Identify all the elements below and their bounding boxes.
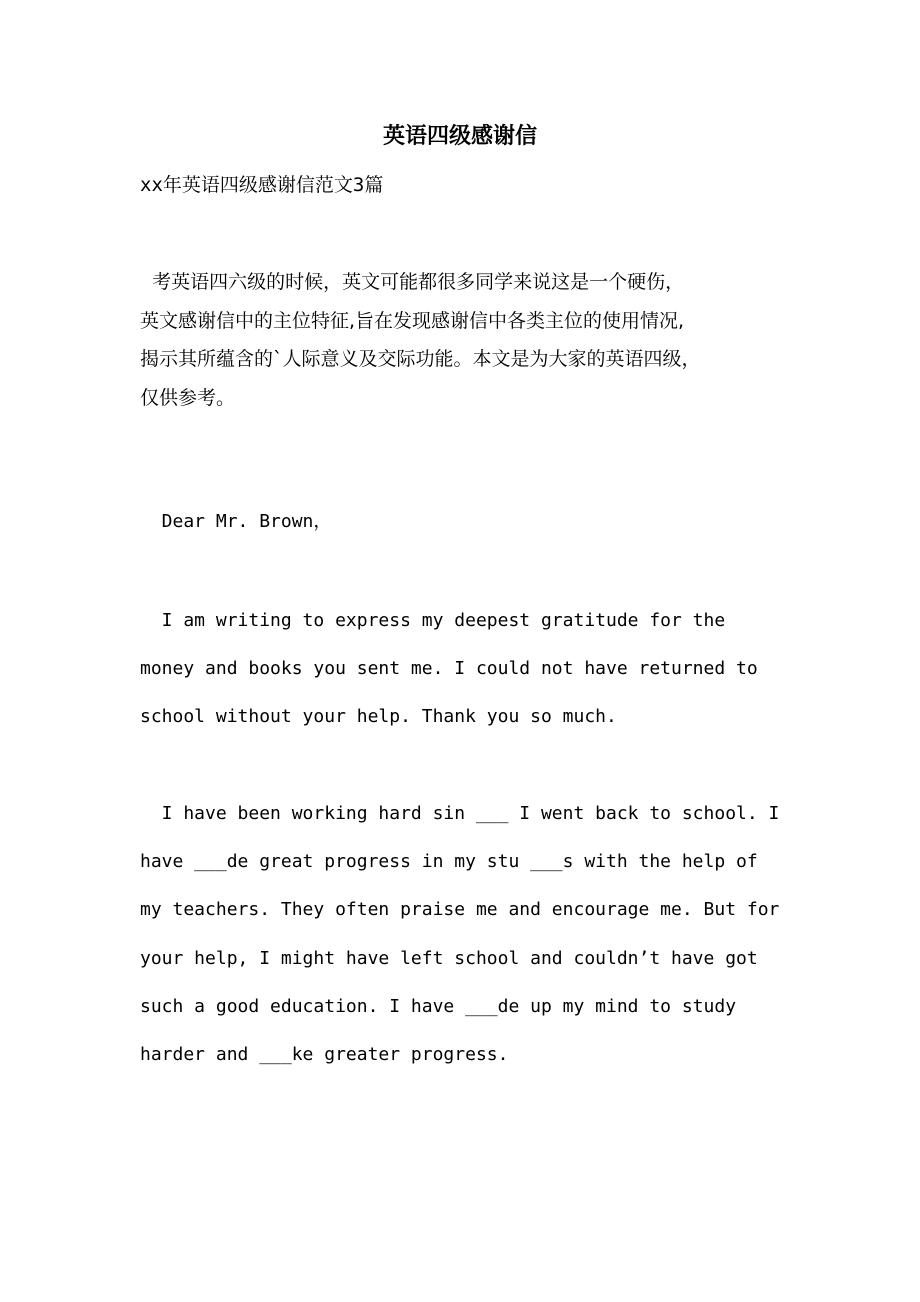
- paragraph-line: I have been working hard sin ___ I went back to school. I: [140, 803, 780, 824]
- intro-line: 揭示其所蕴含的`人际意义及交际功能。本文是为大家的英语四级，: [140, 348, 701, 370]
- paragraph-line: have ___de great progress in my stu ___s with the help of: [140, 851, 758, 873]
- document-title: 英语四级感谢信: [382, 123, 537, 149]
- paragraph-line: I am writing to express my deepest gratitude for the: [140, 610, 726, 631]
- intro-line: 仅供参考。: [140, 386, 236, 409]
- intro-line: 考英语四六级的时候，英文可能都很多同学来说这是一个硬伤，: [140, 271, 685, 293]
- letter-salutation: [140, 498, 785, 546]
- document-subtitle: xx年英语四级感谢信范文3篇: [140, 174, 384, 196]
- salutation-line: Dear Mr. Brown，: [140, 511, 332, 532]
- paragraph-line: school without your help. Thank you so much.: [140, 706, 617, 728]
- letter-paragraph-1: [140, 597, 785, 742]
- intro-paragraph: [140, 263, 785, 417]
- paragraph-line: such a good education. I have ___de up my mind to study: [140, 995, 737, 1017]
- intro-line: 英文感谢信中的主位特征,旨在发现感谢信中各类主位的使用情况,: [140, 309, 685, 332]
- paragraph-line: my teachers. They often praise me and encourage me. But for: [140, 899, 780, 921]
- letter-paragraph-2: [140, 790, 785, 1079]
- paragraph-line: your help, I might have left school and couldn’t have got: [140, 947, 758, 969]
- paragraph-line: harder and ___ke greater progress.: [140, 1044, 509, 1066]
- paragraph-line: money and books you sent me. I could not have returned to: [140, 658, 758, 680]
